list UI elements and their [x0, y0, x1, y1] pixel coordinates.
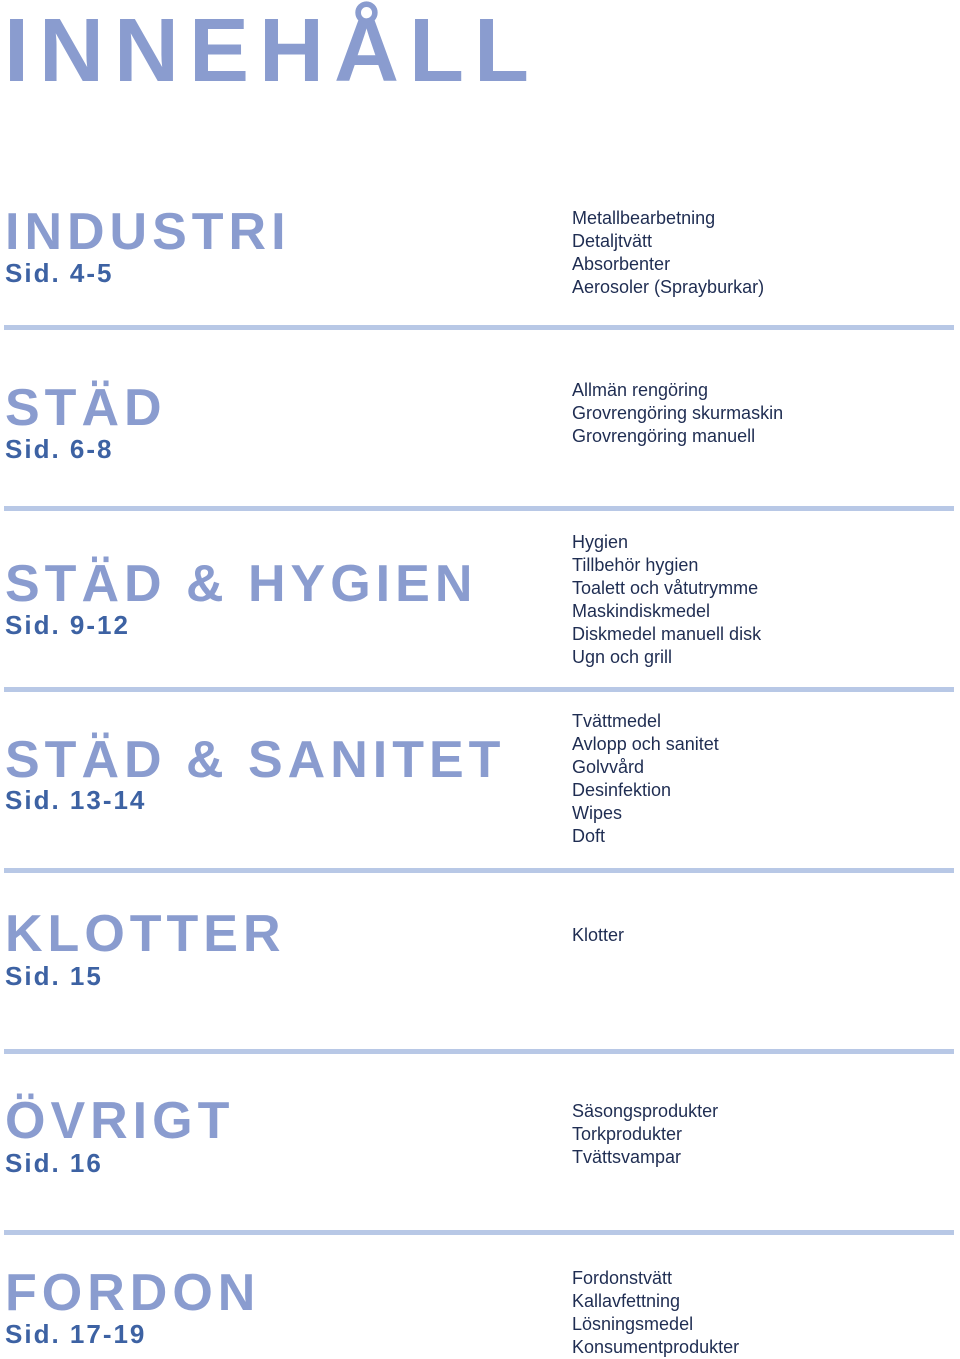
section-divider [4, 687, 954, 692]
section-items-stad-hygien [572, 531, 761, 669]
section-pages-ovrigt: Sid. 16 [5, 1148, 103, 1178]
section-title-stad-sanitet: STÄD & SANITET [5, 731, 506, 789]
section-title-stad-hygien: STÄD & HYGIEN [5, 555, 478, 613]
section-title-industri: INDUSTRI [5, 203, 291, 261]
section-pages-stad-sanitet: Sid. 13-14 [5, 785, 147, 815]
list-item: Klotter [572, 925, 625, 945]
section-pages-klotter: Sid. 15 [5, 961, 103, 991]
list-item: Diskmedel manuell disk [572, 624, 762, 644]
section-title-klotter: KLOTTER [5, 905, 286, 963]
section-items-klotter [572, 924, 624, 947]
section-divider [4, 506, 954, 511]
section-divider [4, 1049, 954, 1054]
list-item: Allmän rengöring [572, 380, 709, 400]
list-item: Ugn och grill [572, 647, 673, 667]
list-item: Tillbehör hygien [572, 555, 699, 575]
section-pages-stad-hygien: Sid. 9-12 [5, 610, 130, 640]
list-item: Aerosoler (Sprayburkar) [572, 277, 765, 297]
list-item: Doft [572, 826, 606, 846]
section-pages-industri: Sid. 4-5 [5, 258, 114, 288]
list-item: Desinfektion [572, 780, 672, 800]
list-item: Säsongsprodukter [572, 1101, 719, 1121]
list-item: Tvättsvampar [572, 1147, 682, 1167]
list-item: Kallavfettning [572, 1291, 681, 1311]
section-items-ovrigt [572, 1100, 718, 1169]
list-item: Fordonstvätt [572, 1268, 673, 1288]
section-items-industri [572, 207, 764, 299]
section-items-stad-sanitet [572, 710, 719, 848]
list-item: Golvvård [572, 757, 645, 777]
list-item: Metallbearbetning [572, 208, 716, 228]
list-item: Tvättmedel [572, 711, 662, 731]
section-divider [4, 868, 954, 873]
list-item: Lösningsmedel [572, 1314, 694, 1334]
section-pages-stad: Sid. 6-8 [5, 434, 114, 464]
list-item: Toalett och våtutrymme [572, 578, 759, 598]
section-title-fordon: FORDON [5, 1264, 261, 1322]
section-title-stad: STÄD [5, 379, 167, 437]
section-divider [4, 325, 954, 330]
list-item: Grovrengöring skurmaskin [572, 403, 784, 423]
list-item: Maskindiskmedel [572, 601, 711, 621]
section-divider [4, 1230, 954, 1235]
list-item: Konsumentprodukter [572, 1337, 740, 1357]
section-items-fordon [572, 1267, 739, 1359]
list-item: Torkprodukter [572, 1124, 683, 1144]
list-item: Absorbenter [572, 254, 671, 274]
section-title-ovrigt: ÖVRIGT [5, 1092, 235, 1150]
page-title: INNEHÅLL [4, 1, 539, 101]
section-pages-fordon: Sid. 17-19 [5, 1319, 147, 1349]
list-item: Hygien [572, 532, 629, 552]
section-items-stad [572, 379, 783, 448]
list-item: Grovrengöring manuell [572, 426, 756, 446]
list-item: Avlopp och sanitet [572, 734, 719, 754]
list-item: Wipes [572, 803, 623, 823]
list-item: Detaljtvätt [572, 231, 653, 251]
